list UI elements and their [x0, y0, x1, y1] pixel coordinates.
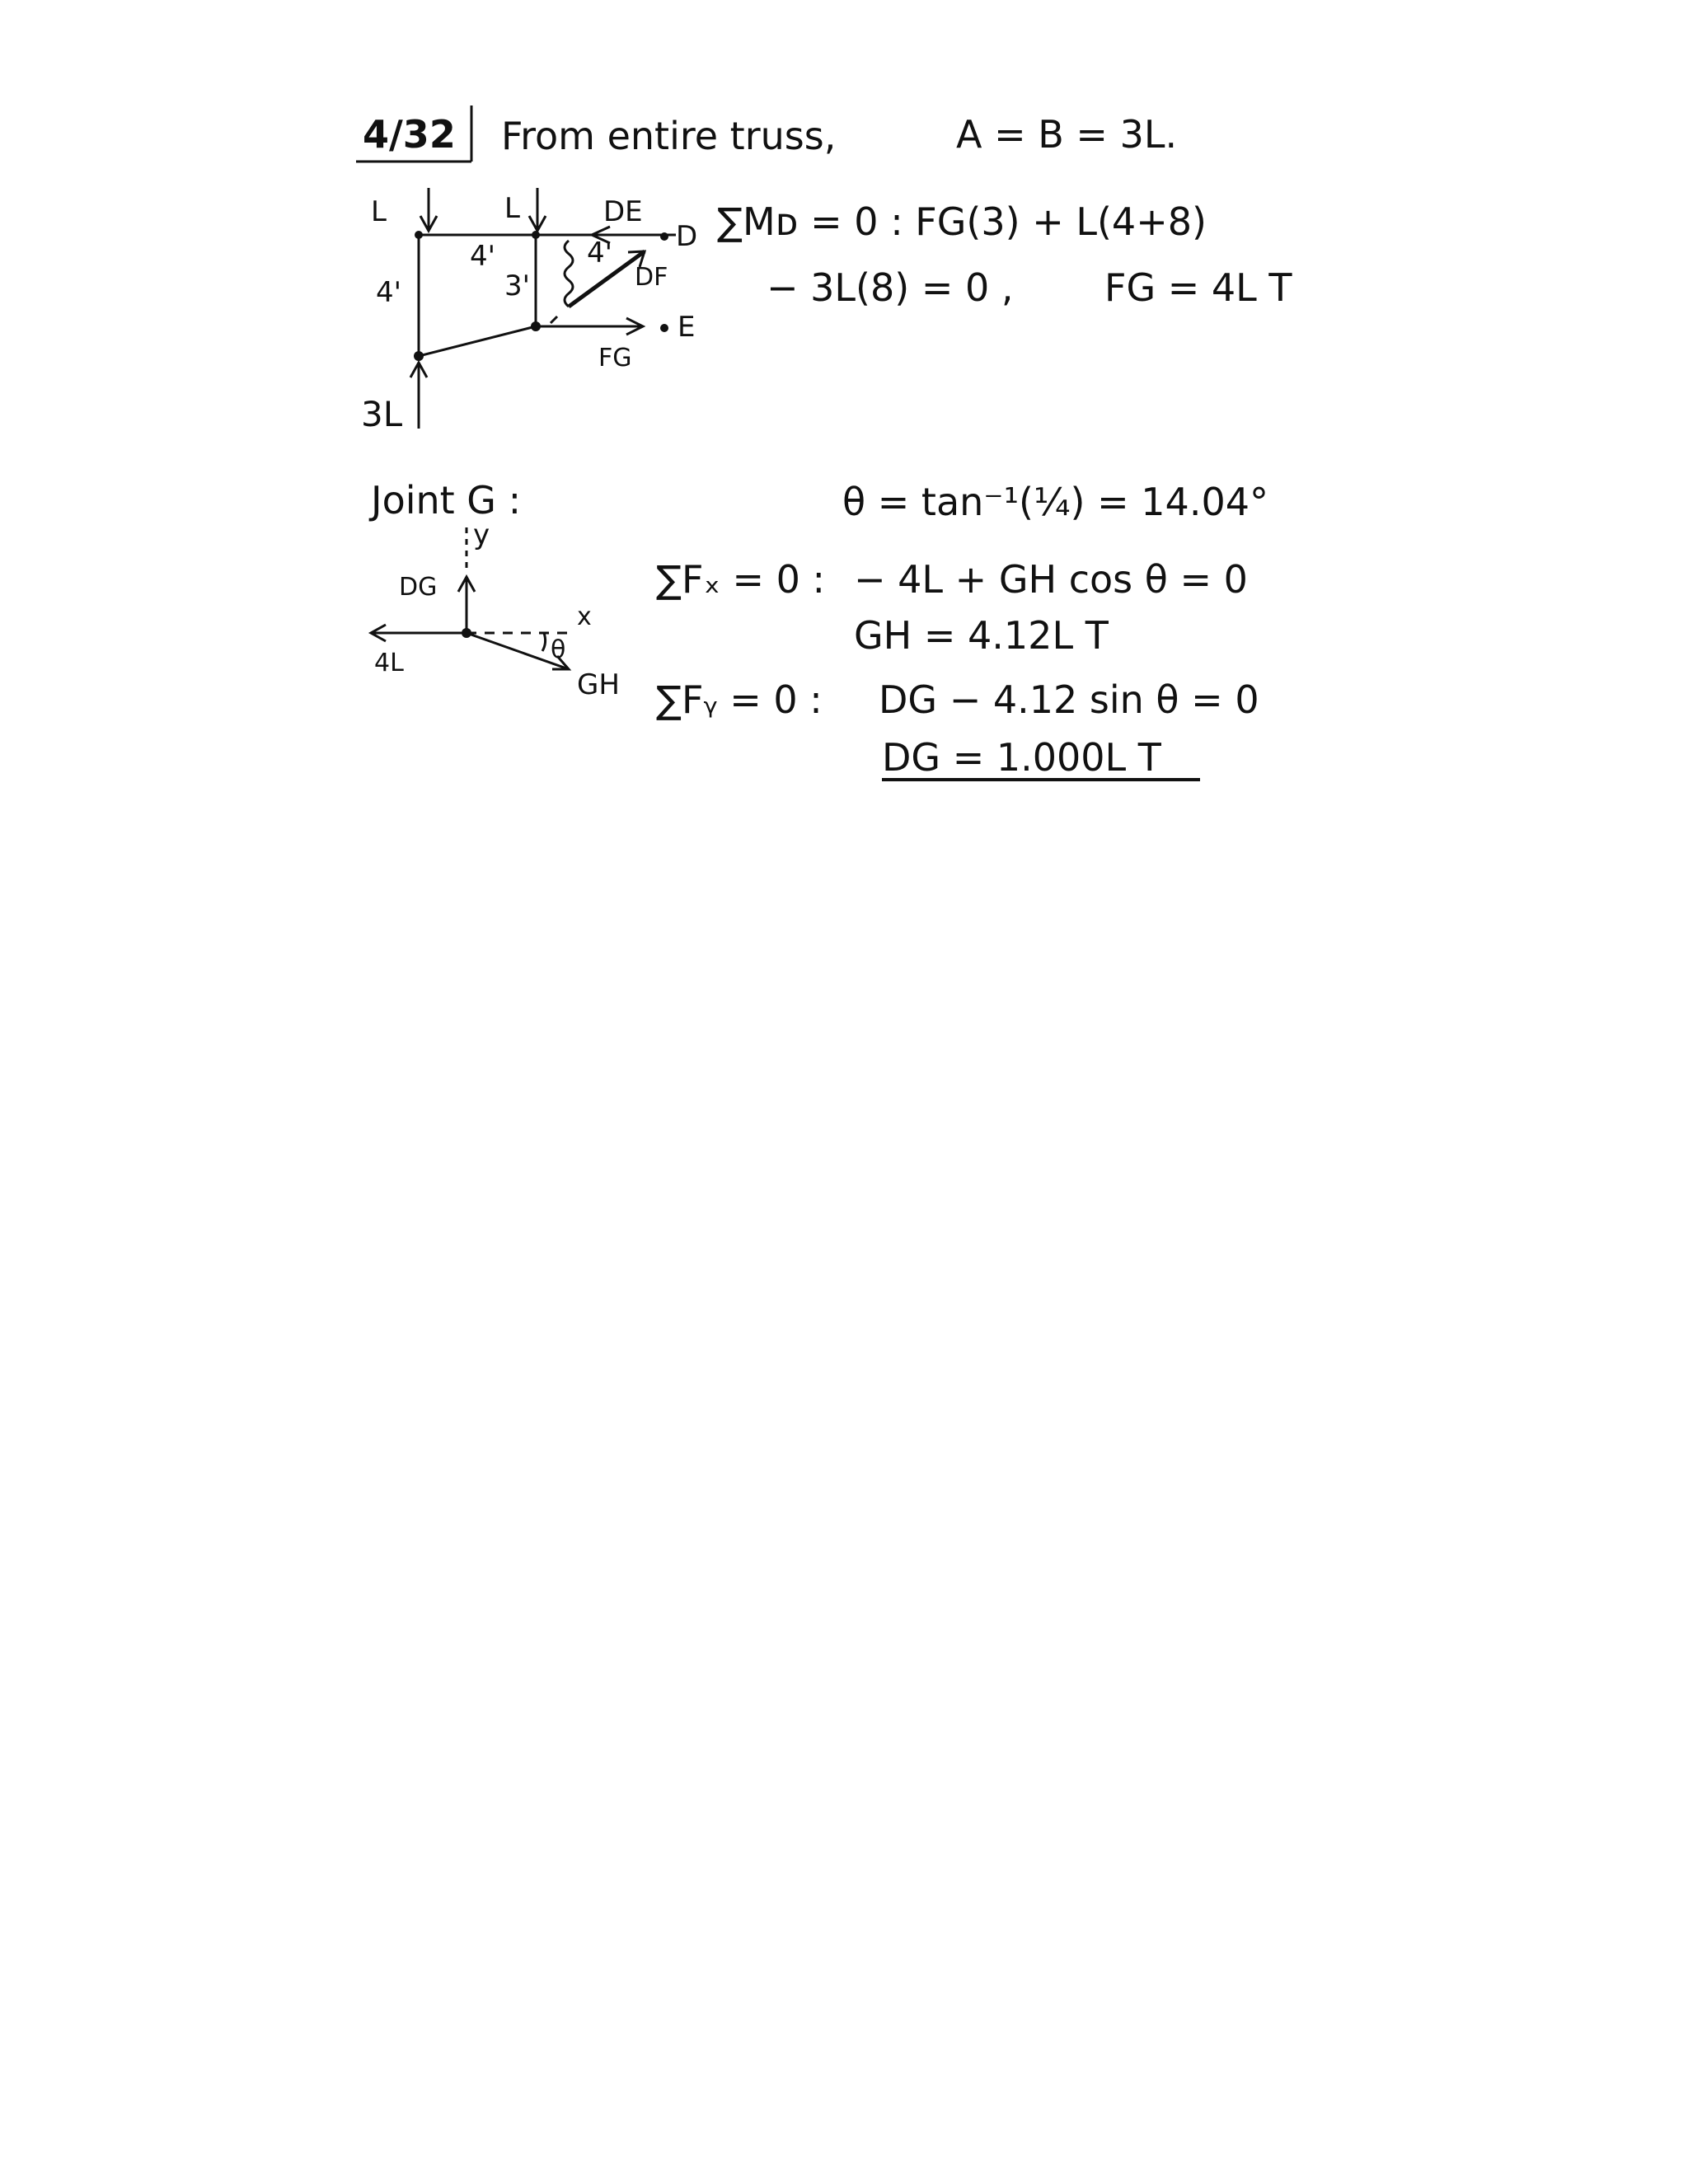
reaction-label: 3L	[361, 394, 403, 434]
moment-eq-result: FG = 4L T	[1104, 265, 1292, 310]
gh-label: GH	[577, 668, 620, 701]
load-left-label: L	[371, 195, 387, 228]
point-e-dot	[660, 324, 668, 332]
dim-left-label: 4'	[376, 276, 401, 309]
sum-fx-rhs: − 4L + GH cos θ = 0	[854, 557, 1248, 602]
intro-text: From entire truss,	[501, 114, 837, 158]
sum-fx-result: GH = 4.12L T	[854, 613, 1109, 658]
member-df-label: DF	[635, 263, 668, 292]
axis-y-label: y	[473, 518, 490, 551]
sum-fy-lhs: ∑Fᵧ = 0 :	[656, 677, 823, 722]
joint-bottom-left	[414, 351, 424, 361]
moment-eq-line2: − 3L(8) = 0 ,	[767, 265, 1014, 310]
axis-x-label: x	[577, 602, 592, 631]
tick-mark	[551, 316, 557, 323]
point-d-dot	[660, 232, 668, 241]
sum-fx-lhs: ∑Fₓ = 0 :	[656, 557, 826, 602]
joint-top-left	[415, 231, 423, 239]
dim-diag-label: 4'	[587, 237, 612, 269]
section-cut	[565, 241, 573, 307]
joint-top-mid	[532, 231, 540, 239]
sum-fy-result: DG = 1.000L T	[882, 735, 1161, 780]
point-e-label: E	[678, 311, 696, 344]
joint-heading: Joint G :	[371, 478, 522, 523]
joint-g-dot	[462, 628, 471, 638]
joint-bottom-mid	[531, 321, 541, 331]
theta-label: θ	[551, 635, 566, 664]
member-de-label: DE	[603, 195, 643, 228]
point-d-label: D	[676, 220, 698, 253]
theta-arc	[542, 633, 546, 651]
dim-3-label: 3'	[504, 269, 530, 302]
theta-equation: θ = tan⁻¹(¼) = 14.04°	[842, 480, 1268, 524]
member-fg-label: FG	[598, 344, 632, 373]
sum-fy-rhs: DG − 4.12 sin θ = 0	[879, 677, 1259, 722]
dg-label: DG	[399, 573, 438, 602]
dim-top-label: 4'	[470, 240, 495, 273]
bottom-chord	[419, 326, 536, 356]
problem-number: 4/32	[363, 112, 456, 157]
reactions-text: A = B = 3L.	[956, 112, 1178, 157]
moment-eq-line1: ∑Mᴅ = 0 : FG(3) + L(4+8)	[717, 199, 1207, 244]
load-mid-label: L	[504, 192, 520, 225]
force-4l-label: 4L	[374, 649, 404, 677]
